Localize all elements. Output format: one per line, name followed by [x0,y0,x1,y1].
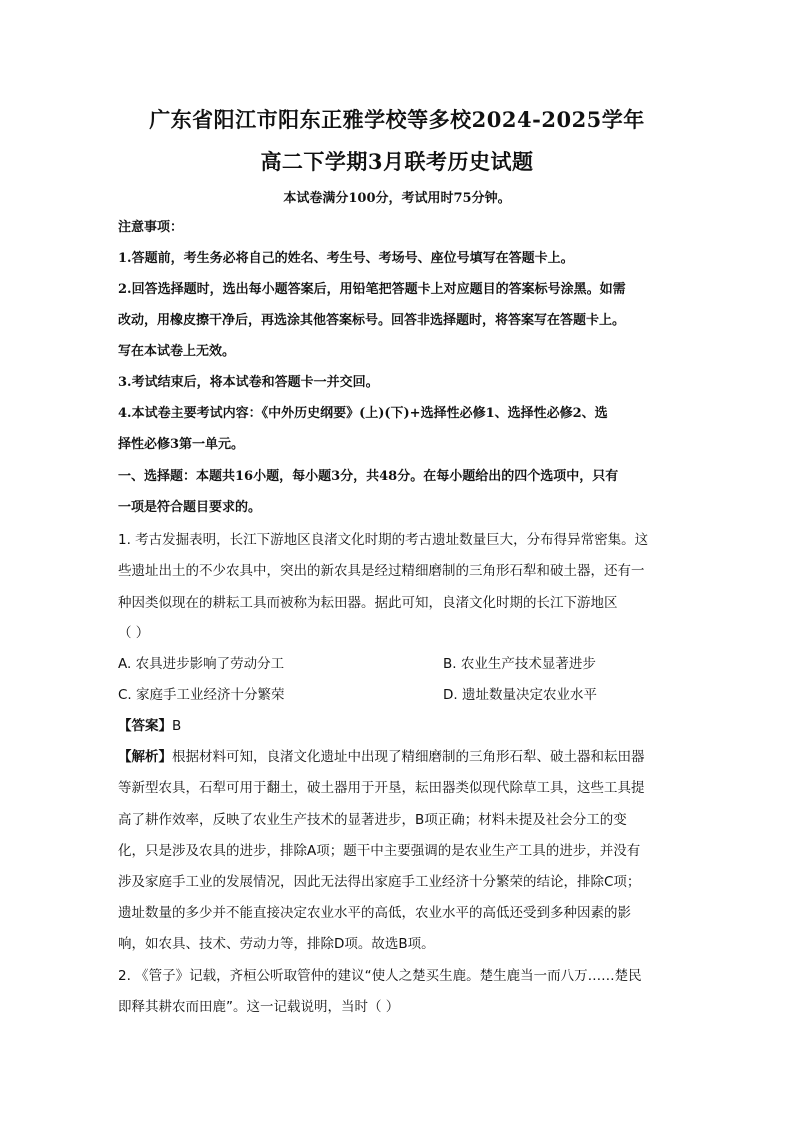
q1-answer [118,716,678,736]
exam-title-line2: 高二下学期3月联考历史试题 [260,149,534,174]
q2-stem-line-b: 即释其耕农而田鹿”。这一记载说明，当时（ ） [118,999,400,1015]
q1-analysis-line-6: 遗址数量的多少并不能直接决定农业水平的高低，农业水平的高低还受到多种因素的影 [118,905,631,921]
q1-analysis-line-2: 等新型农具，石犁可用于翻土，破土器用于开垦，耘田器类似现代除草工具，这些工具提 [118,780,645,796]
analysis-label: 【解析】 [118,749,172,765]
note-2-line-c: 写在本试卷上无效。 [118,344,236,359]
q2-stem-line-a: 2. 《管子》记载，齐桓公听取管仲的建议“使人之楚买生鹿。楚生鹿当一而八万……楚民 [118,968,642,984]
q1-answer-blank: （ ） [118,625,150,641]
q1-analysis-line-5: 涉及家庭手工业的发展情况，因此无法得出家庭手工业经济十分繁荣的结论，排除C项； [118,874,641,890]
notes-heading: 注意事项： [118,220,184,235]
q1-option-b: B. 农业生产技术显著进步 [443,656,596,672]
q1-option-a: A. 农具进步影响了劳动分工 [118,656,285,672]
q1-analysis-line-7: 响，如农具、技术、劳动力等，排除D项。故选B项。 [118,936,435,952]
section-heading-line-a: 一、选择题：本题共16小题，每小题3分，共48分。在每小题给出的四个选项中，只有 [118,469,619,484]
q1-analysis-line-4: 化，只是涉及农具的进步，排除A项；题干中主要强调的是农业生产工具的进步，并没有 [118,843,641,859]
section-heading-line-b: 一项是符合题目要求的。 [118,500,262,515]
analysis-text-1: 根据材料可知，良渚文化遗址中出现了精细磨制的三角形石犁、破土器和耘田器 [172,749,645,765]
q1-stem-line-c: 种因类似现在的耕耘工具而被称为耘田器。据此可知，良渚文化时期的长江下游地区 [118,595,618,611]
q1-stem-line-b: 些遗址出土的不少农具中，突出的新农具是经过精细磨制的三角形石犁和破土器，还有一 [118,563,645,579]
note-1: 1.答题前，考生务必将自己的姓名、考生号、考场号、座位号填写在答题卡上。 [118,251,574,266]
answer-label: 【答案】 [118,718,172,734]
q1-analysis-line-3: 高了耕作效率，反映了农业生产技术的显著进步，B项正确；材料未提及社会分工的变 [118,812,627,828]
note-4-line-b: 择性必修3第一单元。 [118,437,245,452]
q1-stem-line-a: 1. 考古发掘表明，长江下游地区良渚文化时期的考古遗址数量巨大，分布得异常密集。这 [118,532,649,548]
note-4-line-a: 4.本试卷主要考试内容：《中外历史纲要》(上)(下)+选择性必修1、选择性必修2、选 [118,406,608,421]
q1-analysis-line-1 [118,747,678,767]
exam-title-line1: 广东省阳江市阳东正雅学校等多校2024-2025学年 [149,107,645,132]
q1-option-d: D. 遗址数量决定农业水平 [443,687,597,703]
note-3: 3.考试结束后，将本试卷和答题卡一并交回。 [118,375,379,390]
q1-option-c: C. 家庭手工业经济十分繁荣 [118,687,285,703]
answer-value: B [172,718,182,734]
note-2-line-a: 2.回答选择题时，选出每小题答案后，用铅笔把答题卡上对应题目的答案标号涂黑。如需 [118,282,626,297]
note-2-line-b: 改动，用橡皮擦干净后，再选涂其他答案标号。回答非选择题时，将答案写在答题卡上。 [118,313,626,328]
exam-subtitle: 本试卷满分100分，考试用时75分钟。 [283,191,511,206]
